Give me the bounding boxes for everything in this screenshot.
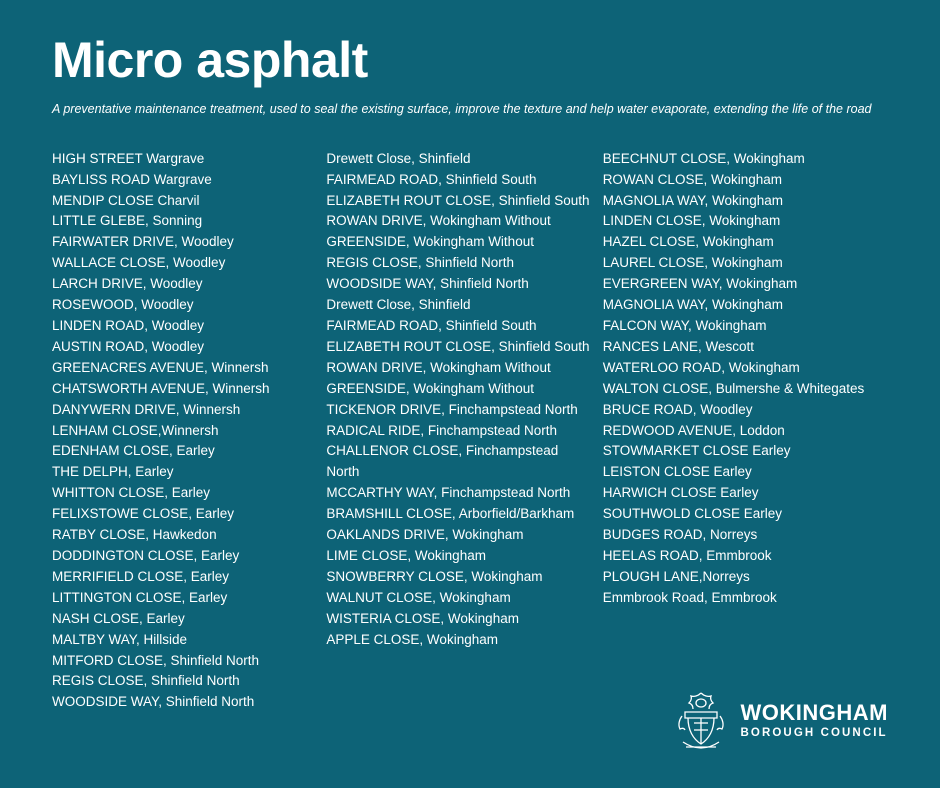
list-item: TICKENOR DRIVE, Finchampstead North (326, 401, 578, 417)
logo-name: WOKINGHAM (740, 700, 888, 726)
list-item: LINDEN CLOSE, Wokingham (602, 213, 781, 229)
logo-subtitle: BOROUGH COUNCIL (740, 727, 888, 740)
list-item: WATERLOO ROAD, Wokingham (602, 359, 800, 375)
list-item: ROWAN CLOSE, Wokingham (602, 171, 782, 187)
list-item: Emmbrook Road, Emmbrook (602, 589, 777, 605)
list-item: WISTERIA CLOSE, Wokingham (326, 610, 519, 626)
list-item: SOUTHWOLD CLOSE Earley (602, 506, 782, 522)
list-item: BRUCE ROAD, Woodley (602, 401, 753, 417)
list-item: Drewett Close, Shinfield (326, 297, 471, 313)
list-item: PLOUGH LANE,Norreys (602, 568, 750, 584)
list-item: APPLE CLOSE, Wokingham (326, 631, 498, 647)
list-item: THE DELPH, Earley (52, 464, 174, 480)
page-title: Micro asphalt (52, 32, 368, 88)
list-item: Drewett Close, Shinfield (326, 150, 471, 166)
list-item: HEELAS ROAD, Emmbrook (602, 547, 772, 563)
list-item: NASH CLOSE, Earley (52, 610, 185, 626)
list-item: LARCH DRIVE, Woodley (52, 276, 203, 292)
list-item: HIGH STREET Wargrave (52, 150, 205, 166)
page-subtitle: A preventative maintenance treatment, used to seal the existing surface, improve the texture and help water evaporate, extending the life of the road (52, 101, 872, 116)
list-item: SNOWBERRY CLOSE, Wokingham (326, 568, 543, 584)
list-item: FELIXSTOWE CLOSE, Earley (52, 506, 235, 522)
list-item: ROWAN DRIVE, Wokingham Without (326, 359, 551, 375)
list-item: CHATSWORTH AVENUE, Winnersh (52, 380, 270, 396)
list-item: MENDIP CLOSE Charvil (52, 192, 200, 208)
list-item: HARWICH CLOSE Earley (602, 485, 759, 501)
list-item: GREENSIDE, Wokingham Without (326, 380, 534, 396)
list-item: WHITTON CLOSE, Earley (52, 485, 211, 501)
list-item: EVERGREEN WAY, Wokingham (602, 276, 798, 292)
list-item: FAIRMEAD ROAD, Shinfield South (326, 171, 537, 187)
list-item: DODDINGTON CLOSE, Earley (52, 547, 240, 563)
coat-of-arms-icon (673, 690, 729, 752)
road-list-columns (52, 149, 888, 713)
list-item: FAIRMEAD ROAD, Shinfield South (326, 318, 537, 333)
list-item: RATBY CLOSE, Hawkedon (52, 527, 217, 543)
list-item: LENHAM CLOSE,Winnersh (52, 422, 219, 438)
list-item: BEECHNUT CLOSE, Wokingham (602, 150, 805, 166)
list-item: MAGNOLIA WAY, Wokingham (602, 297, 783, 313)
list-item: WOODSIDE WAY, Shinfield North (326, 276, 529, 292)
list-item: GREENACRES AVENUE, Winnersh (52, 359, 269, 375)
list-item: STOWMARKET CLOSE Earley (602, 443, 791, 459)
list-item: LINDEN ROAD, Woodley (52, 318, 205, 333)
list-item: LEISTON CLOSE Earley (602, 464, 752, 480)
list-item: HAZEL CLOSE, Wokingham (602, 234, 774, 250)
list-item: RANCES LANE, Wescott (602, 338, 754, 354)
list-item: LITTLE GLEBE, Sonning (52, 213, 203, 229)
list-item: MERRIFIELD CLOSE, Earley (52, 568, 230, 584)
list-item: FALCON WAY, Wokingham (602, 318, 767, 333)
list-item: ELIZABETH ROUT CLOSE, Shinfield South (326, 338, 590, 354)
list-item: BRAMSHILL CLOSE, Arborfield/Barkham (326, 506, 575, 522)
list-item: MITFORD CLOSE, Shinfield North (52, 652, 260, 668)
list-item: GREENSIDE, Wokingham Without (326, 234, 534, 250)
list-item: REGIS CLOSE, Shinfield North (52, 673, 240, 689)
list-item: REDWOOD AVENUE, Loddon (602, 422, 785, 438)
list-item: CHALLENOR CLOSE, Finchampstead North (326, 443, 559, 480)
list-item: BAYLISS ROAD Wargrave (52, 171, 212, 187)
list-item: MCCARTHY WAY, Finchampstead North (326, 485, 571, 501)
list-item: ROSEWOOD, Woodley (52, 297, 194, 313)
list-item: LAUREL CLOSE, Wokingham (602, 255, 783, 271)
council-logo (673, 690, 888, 752)
list-item: MALTBY WAY, Hillside (52, 631, 188, 647)
list-item: RADICAL RIDE, Finchampstead North (326, 422, 557, 438)
list-item: BUDGES ROAD, Norreys (602, 527, 758, 543)
list-item: WOODSIDE WAY, Shinfield North (52, 694, 255, 710)
list-item: REGIS CLOSE, Shinfield North (326, 255, 514, 271)
logo-wordmark (741, 702, 888, 740)
list-item: LIME CLOSE, Wokingham (326, 547, 486, 563)
list-item: ELIZABETH ROUT CLOSE, Shinfield South (326, 192, 590, 208)
road-list-column-1 (52, 149, 326, 713)
list-item: OAKLANDS DRIVE, Wokingham (326, 527, 524, 543)
road-list-column-2 (326, 149, 602, 651)
list-item: FAIRWATER DRIVE, Woodley (52, 234, 234, 250)
list-item: DANYWERN DRIVE, Winnersh (52, 401, 241, 417)
list-item: AUSTIN ROAD, Woodley (52, 338, 205, 354)
list-item: WALNUT CLOSE, Wokingham (326, 589, 511, 605)
list-item: ROWAN DRIVE, Wokingham Without (326, 213, 551, 229)
list-item: WALTON CLOSE, Bulmershe & Whitegates (602, 380, 865, 396)
list-item: WALLACE CLOSE, Woodley (52, 255, 226, 271)
road-list-column-3 (603, 149, 888, 609)
list-item: EDENHAM CLOSE, Earley (52, 443, 215, 459)
list-item: MAGNOLIA WAY, Wokingham (602, 192, 783, 208)
list-item: LITTINGTON CLOSE, Earley (52, 589, 228, 605)
